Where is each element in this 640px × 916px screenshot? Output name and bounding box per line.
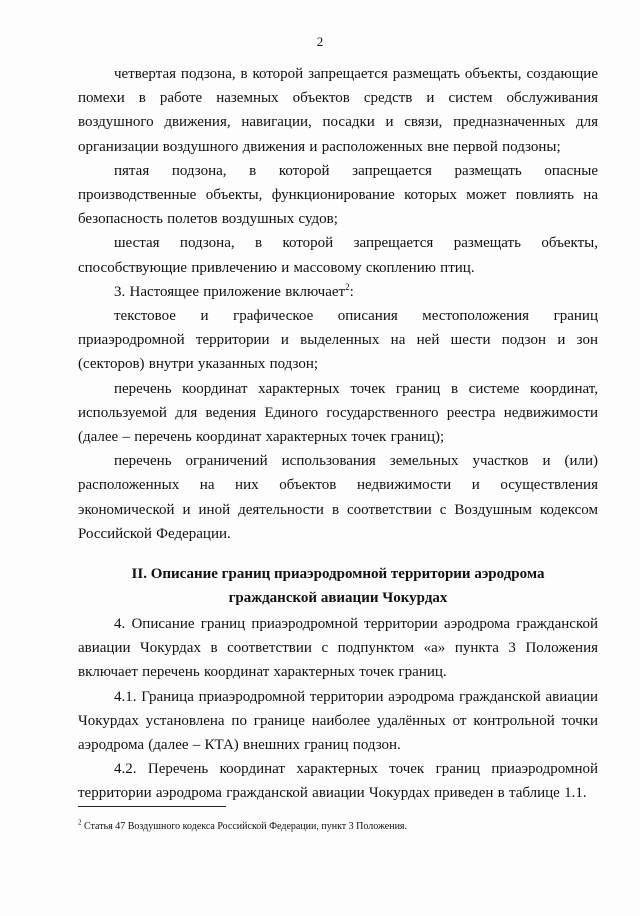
footnote [78,820,598,833]
footnote-text: Статья 47 Воздушного кодекса Российской Федерации, пункт 3 Положения. [81,821,408,832]
footnote-reference: 2 [345,281,350,292]
paragraph-item-3 [78,280,598,304]
paragraph-restrictions-list: перечень ограничений использования земельных участков и (или) расположенных на них объектов недвижимости и осуществления экономической и иной деятельности в соответствии с Воздушным кодексом Российской Федерации. [78,453,598,542]
paragraph-item-4: 4. Описание границ приаэродромной территории аэродрома гражданской авиации Чокурдах в соответствии с подпунктом «а» пункта 3 Положения включает перечень координат характерных точек границ. [78,616,598,681]
paragraph-subzone-5: пятая подзона, в которой запрещается размещать опасные производственные объекты, функционирование которых может повлиять на безопасность полетов воздушных судов; [78,162,598,228]
document-body [78,62,598,806]
item-3-text: 3. Настоящее приложение включает [114,283,346,300]
paragraph-subzone-4: четвертая подзона, в которой запрещается размещать объекты, создающие помехи в работе наземных объектов средств и систем обслуживания воздушного движения, навигации, посадки и связи, предназначенных для организации воздушного движения и расположенных вне первой подзоны; [78,66,598,155]
section-heading-line-2: гражданской авиации Чокурдах [228,590,448,607]
paragraph-item-4-1: 4.1. Граница приаэродромной территории аэродрома гражданской авиации Чокурдах установлена по границе наиболее удалённых от контрольной точки аэродрома (далее – КТА) внешних границ подзон. [78,688,598,754]
item-3-suffix: : [349,283,354,300]
section-heading-line-1: II. Описание границ приаэродромной территории аэродрома [131,566,545,583]
footnote-marker: 2 [78,818,82,827]
paragraph-subzone-6: шестая подзона, в которой запрещается размещать объекты, способствующие привлечению и массовому скоплению птиц. [78,235,598,276]
section-heading [78,562,598,610]
footnote-divider [78,806,226,807]
paragraph-text-graphic-description: текстовое и графическое описания местоположения границ приаэродромной территории и выделенных на ней шести подзон и зон (секторов) внутри указанных подзон; [78,308,598,373]
paragraph-coordinates-list: перечень координат характерных точек границ в системе координат, используемой для ведения Единого государственного реестра недвижимости (далее – перечень координат характерных точек границ); [78,380,598,446]
paragraph-item-4-2: 4.2. Перечень координат характерных точек границ приаэродромной территории аэродрома гражданской авиации Чокурдах приведен в таблице 1.1. [78,761,598,802]
page-number: 2 [316,34,324,49]
